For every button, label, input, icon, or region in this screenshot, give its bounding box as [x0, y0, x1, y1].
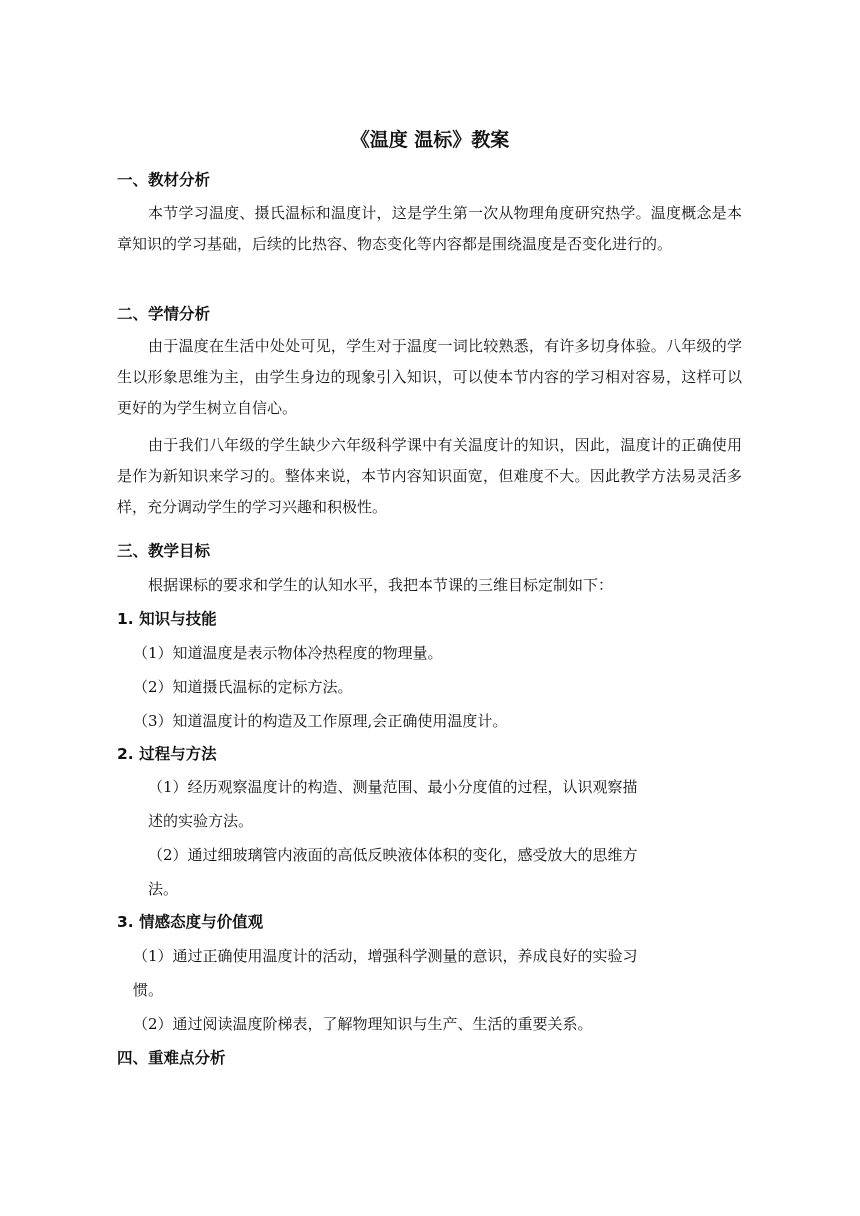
goal-heading-process-methods: 2. 过程与方法: [117, 745, 217, 763]
paragraph-student-analysis-2: 由于我们八年级的学生缺少六年级科学课中有关温度计的知识，因此，温度计的正确使用是作为新知识来学习的。整体来说，本节内容知识面宽，但难度不大。因此教学方法易灵活多样，充分调动学生的学习兴趣和积极性。: [117, 436, 742, 516]
goals-intro: 根据课标的要求和学生的认知水平，我把本节课的三维目标定制如下：: [148, 576, 614, 594]
section-heading-textbook-analysis: 一、教材分析: [117, 171, 211, 189]
goal-item: （2）通过细玻璃管内液面的高低反映液体体积的变化，感受放大的思维方: [148, 846, 638, 864]
paragraph-student-analysis-1: 由于温度在生活中处处可见，学生对于温度一词比较熟悉，有许多切身体验。八年级的学生以形象思维为主，由学生身边的现象引入知识，可以使本节内容的学习相对容易，这样可以更好的为学生树立自信心。: [117, 337, 742, 417]
goal-item: （3）知道温度计的构造及工作原理,会正确使用温度计。: [133, 712, 508, 730]
goal-item: （1）知道温度是表示物体冷热程度的物理量。: [133, 644, 443, 662]
goal-heading-knowledge-skills: 1. 知识与技能: [117, 610, 217, 628]
goal-item-continued: 述的实验方法。: [148, 812, 254, 830]
goal-item-continued: 惯。: [133, 981, 164, 999]
document-title: 《温度 温标》教案: [350, 129, 510, 151]
goal-item: （1）通过正确使用温度计的活动，增强科学测量的意识，养成良好的实验习: [133, 947, 638, 965]
goal-item-continued: 法。: [148, 880, 179, 898]
section-heading-key-difficulties: 四、重难点分析: [117, 1049, 226, 1067]
paragraph-textbook-analysis: 本节学习温度、摄氏温标和温度计，这是学生第一次从物理角度研究热学。温度概念是本章知识的学习基础，后续的比热容、物态变化等内容都是围绕温度是否变化进行的。: [117, 204, 742, 253]
goal-item: （2）通过阅读温度阶梯表，了解物理知识与生产、生活的重要关系。: [133, 1015, 593, 1033]
goal-item: （1）经历观察温度计的构造、测量范围、最小分度值的过程，认识观察描: [148, 778, 638, 796]
section-heading-student-analysis: 二、学情分析: [117, 305, 211, 323]
goal-item: （2）知道摄氏温标的定标方法。: [133, 678, 353, 696]
goal-heading-attitudes-values: 3. 情感态度与价值观: [117, 913, 264, 931]
section-heading-teaching-goals: 三、教学目标: [117, 542, 211, 560]
